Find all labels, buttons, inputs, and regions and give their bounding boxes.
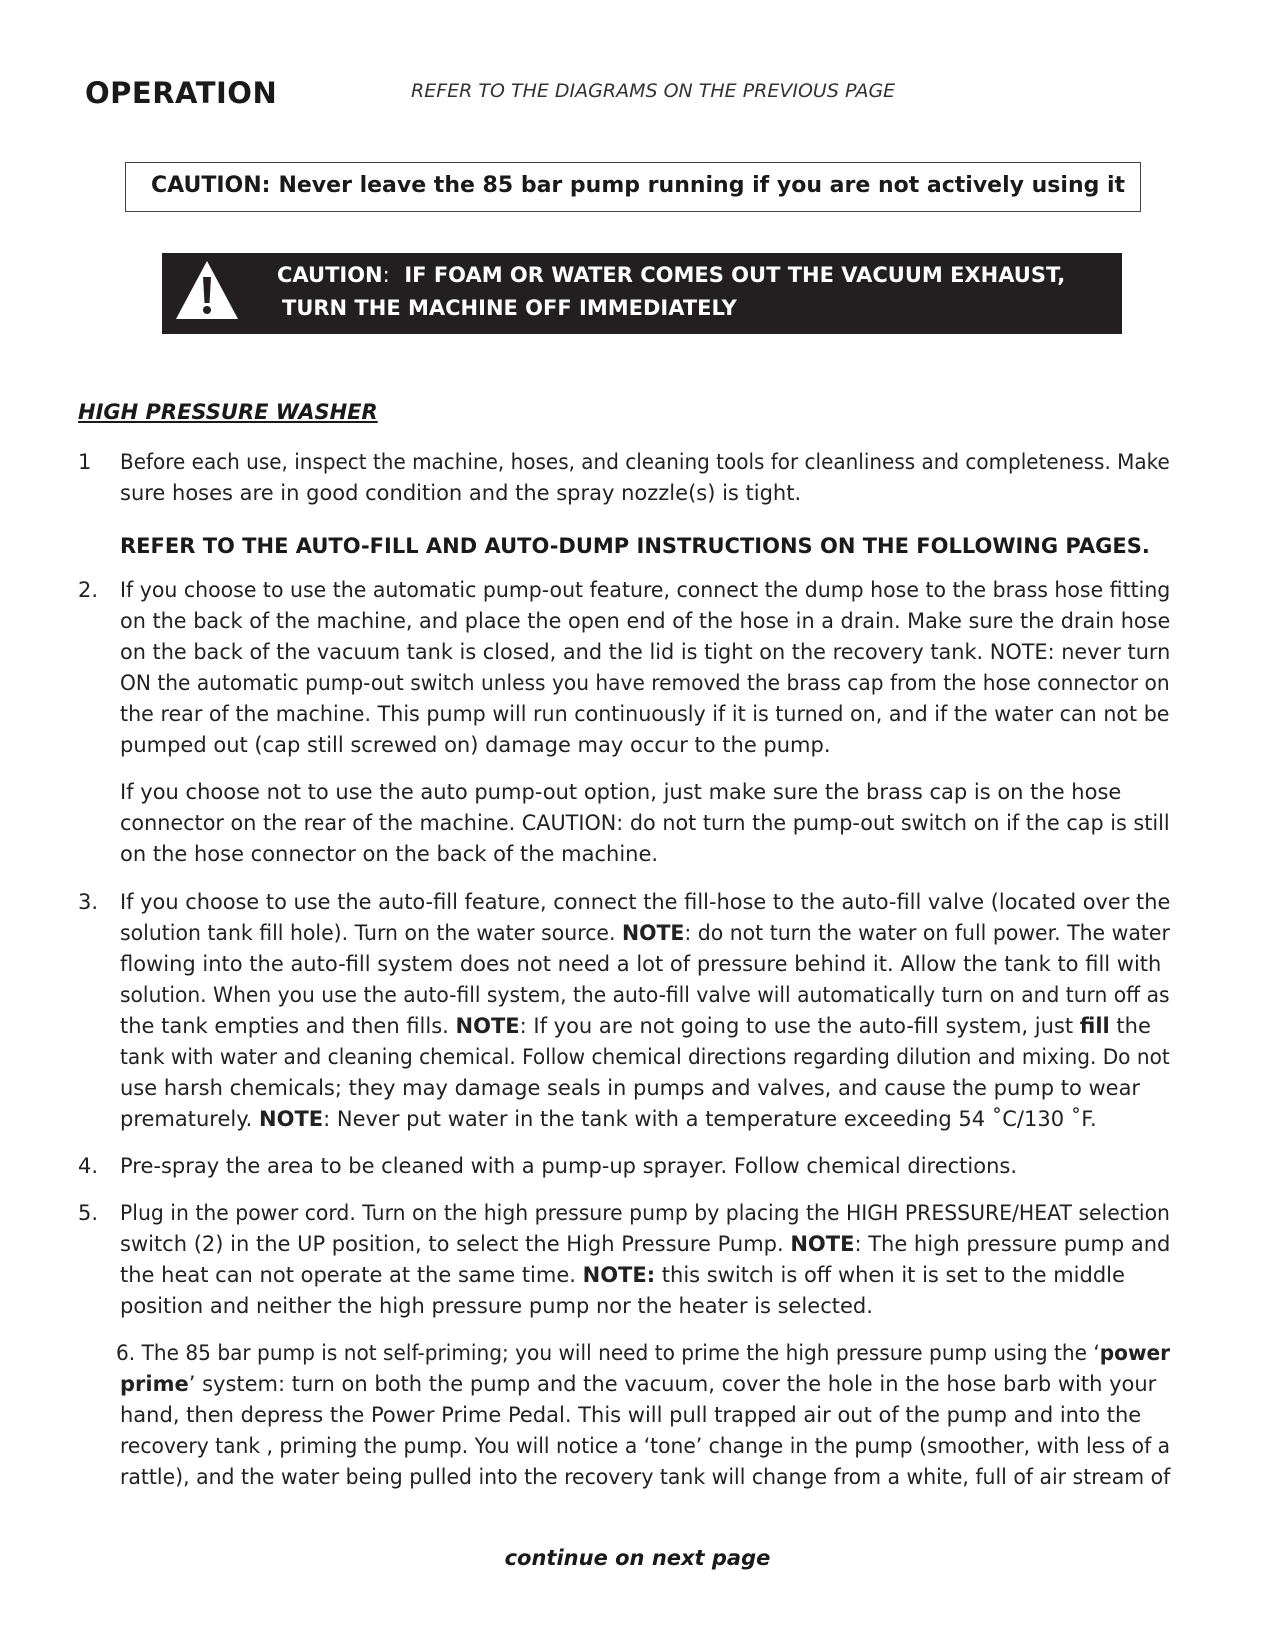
text-run: switch (2) in the UP position, to select the High Pressure Pump. xyxy=(120,1232,791,1256)
note-label: NOTE xyxy=(790,1232,855,1256)
step-number: 2. xyxy=(78,578,99,602)
text-run: the xyxy=(1109,1014,1151,1038)
text-run: ’ system: turn on both the pump and the vacuum, cover the hole in the hose barb with your xyxy=(188,1372,1157,1396)
refer-instructions-note: REFER TO THE AUTO-FILL AND AUTO-DUMP INSTRUCTIONS ON THE FOLLOWING PAGES. xyxy=(120,534,1150,558)
section-heading: HIGH PRESSURE WASHER xyxy=(78,400,378,424)
emphasis: prime xyxy=(120,1372,189,1396)
warning-line-2: TURN THE MACHINE OFF IMMEDIATELY xyxy=(282,296,737,320)
step3-line xyxy=(120,921,1170,945)
step-number: 4. xyxy=(78,1154,99,1178)
step5-line: Plug in the power cord. Turn on the high pressure pump by placing the HIGH PRESSURE/HEAT selection xyxy=(120,1201,1170,1225)
text-run: solution tank fill hole). Turn on the water source. xyxy=(120,921,622,945)
step5-line: position and neither the high pressure pump nor the heater is selected. xyxy=(120,1294,873,1318)
step1-line: sure hoses are in good condition and the spray nozzle(s) is tight. xyxy=(120,481,802,505)
note-label: NOTE xyxy=(259,1107,324,1131)
warning-triangle-icon xyxy=(174,259,240,321)
emphasis: fill xyxy=(1079,1014,1110,1038)
step2-line: ON the automatic pump-out switch unless you have removed the brass cap from the hose connector on xyxy=(120,671,1170,695)
emphasis: power xyxy=(1099,1341,1171,1365)
note-label: NOTE xyxy=(621,921,685,945)
step2-line: on the back of the vacuum tank is closed, and the lid is tight on the recovery tank. NOTE: never turn xyxy=(120,640,1171,664)
text-run: : The high pressure pump and xyxy=(854,1232,1171,1256)
step2-line: on the back of the machine, and place the open end of the hose in a drain. Make sure the drain hose xyxy=(120,609,1171,633)
step1-line: Before each use, inspect the machine, hoses, and cleaning tools for cleanliness and completeness. Make xyxy=(120,450,1170,474)
caution-label: CAUTION: xyxy=(151,173,271,198)
warning-label: CAUTION xyxy=(277,263,383,287)
note-label: NOTE xyxy=(455,1014,520,1038)
step6-line xyxy=(120,1372,1156,1396)
step2-line: pumped out (cap still screwed on) damage may occur to the pump. xyxy=(120,733,831,757)
step6-line xyxy=(116,1341,1170,1365)
text-run: : do not turn the water on full power. The water xyxy=(684,921,1170,945)
refer-note: REFER TO THE DIAGRAMS ON THE PREVIOUS PAGE xyxy=(411,80,896,102)
warning-line-1 xyxy=(277,263,1065,287)
step-number: 1 xyxy=(78,450,92,474)
text-run: : If you are not going to use the auto-fill system, just xyxy=(519,1014,1080,1038)
step6-line: hand, then depress the Power Prime Pedal. This will pull trapped air out of the pump and into the xyxy=(120,1403,1142,1427)
caution-box-text xyxy=(151,173,1125,198)
text-run: : Never put water in the tank with a temperature exceeding 54 ˚C/130 ˚F. xyxy=(323,1107,1097,1131)
warning-separator: : xyxy=(382,263,390,287)
text-run: the tank empties and then fills. xyxy=(120,1014,456,1038)
step5-line xyxy=(120,1263,1125,1287)
step2-line: the rear of the machine. This pump will run continuously if it is turned on, and if the water can not be xyxy=(120,702,1170,726)
step3-line: solution. When you use the auto-fill system, the auto-fill valve will automatically turn on and turn off as xyxy=(120,983,1170,1007)
step3-line xyxy=(120,1014,1151,1038)
step3-line xyxy=(120,1107,1097,1131)
text-run: this switch is off when it is set to the middle xyxy=(655,1263,1125,1287)
step2-para2-line: If you choose not to use the auto pump-out option, just make sure the brass cap is on the hose xyxy=(120,780,1122,804)
step2-line: If you choose to use the automatic pump-out feature, connect the dump hose to the brass hose fitting xyxy=(120,578,1171,602)
step3-line: flowing into the auto-fill system does not need a lot of pressure behind it. Allow the tank to fill with xyxy=(120,952,1162,976)
step6-line: recovery tank , priming the pump. You will notice a ‘tone’ change in the pump (smoother, with less of a xyxy=(120,1434,1171,1458)
step-number: 3. xyxy=(78,890,99,914)
text-run: 6. The 85 bar pump is not self-priming; you will need to prime the high pressure pump using the ‘ xyxy=(116,1341,1100,1365)
caution-message: Never leave the 85 bar pump running if you are not actively using it xyxy=(278,173,1126,198)
step5-line xyxy=(120,1232,1170,1256)
step-number: 5. xyxy=(78,1201,99,1225)
text-run: the heat can not operate at the same time. xyxy=(120,1263,583,1287)
step2-para2-line: connector on the rear of the machine. CAUTION: do not turn the pump-out switch on if the cap is still xyxy=(120,811,1170,835)
continue-note: continue on next page xyxy=(504,1546,771,1570)
step3-line: If you choose to use the auto-fill feature, connect the fill-hose to the auto-fill valve (located over the xyxy=(120,890,1171,914)
caution-box xyxy=(125,162,1141,212)
step3-line: use harsh chemicals; they may damage seals in pumps and valves, and cause the pump to wear xyxy=(120,1076,1141,1100)
step6-line: rattle), and the water being pulled into the recovery tank will change from a white, full of air stream of xyxy=(120,1465,1171,1489)
note-label: NOTE: xyxy=(582,1263,656,1287)
warning-text-1: IF FOAM OR WATER COMES OUT THE VACUUM EXHAUST, xyxy=(404,263,1066,287)
text-run: prematurely. xyxy=(120,1107,260,1131)
step3-line: tank with water and cleaning chemical. Follow chemical directions regarding dilution and mixing. Do not xyxy=(120,1045,1170,1069)
warning-banner xyxy=(162,253,1122,334)
page-title: OPERATION xyxy=(85,76,278,110)
step2-para2-line: on the hose connector on the back of the machine. xyxy=(120,842,659,866)
step4-line: Pre-spray the area to be cleaned with a pump-up sprayer. Follow chemical directions. xyxy=(120,1154,1018,1178)
